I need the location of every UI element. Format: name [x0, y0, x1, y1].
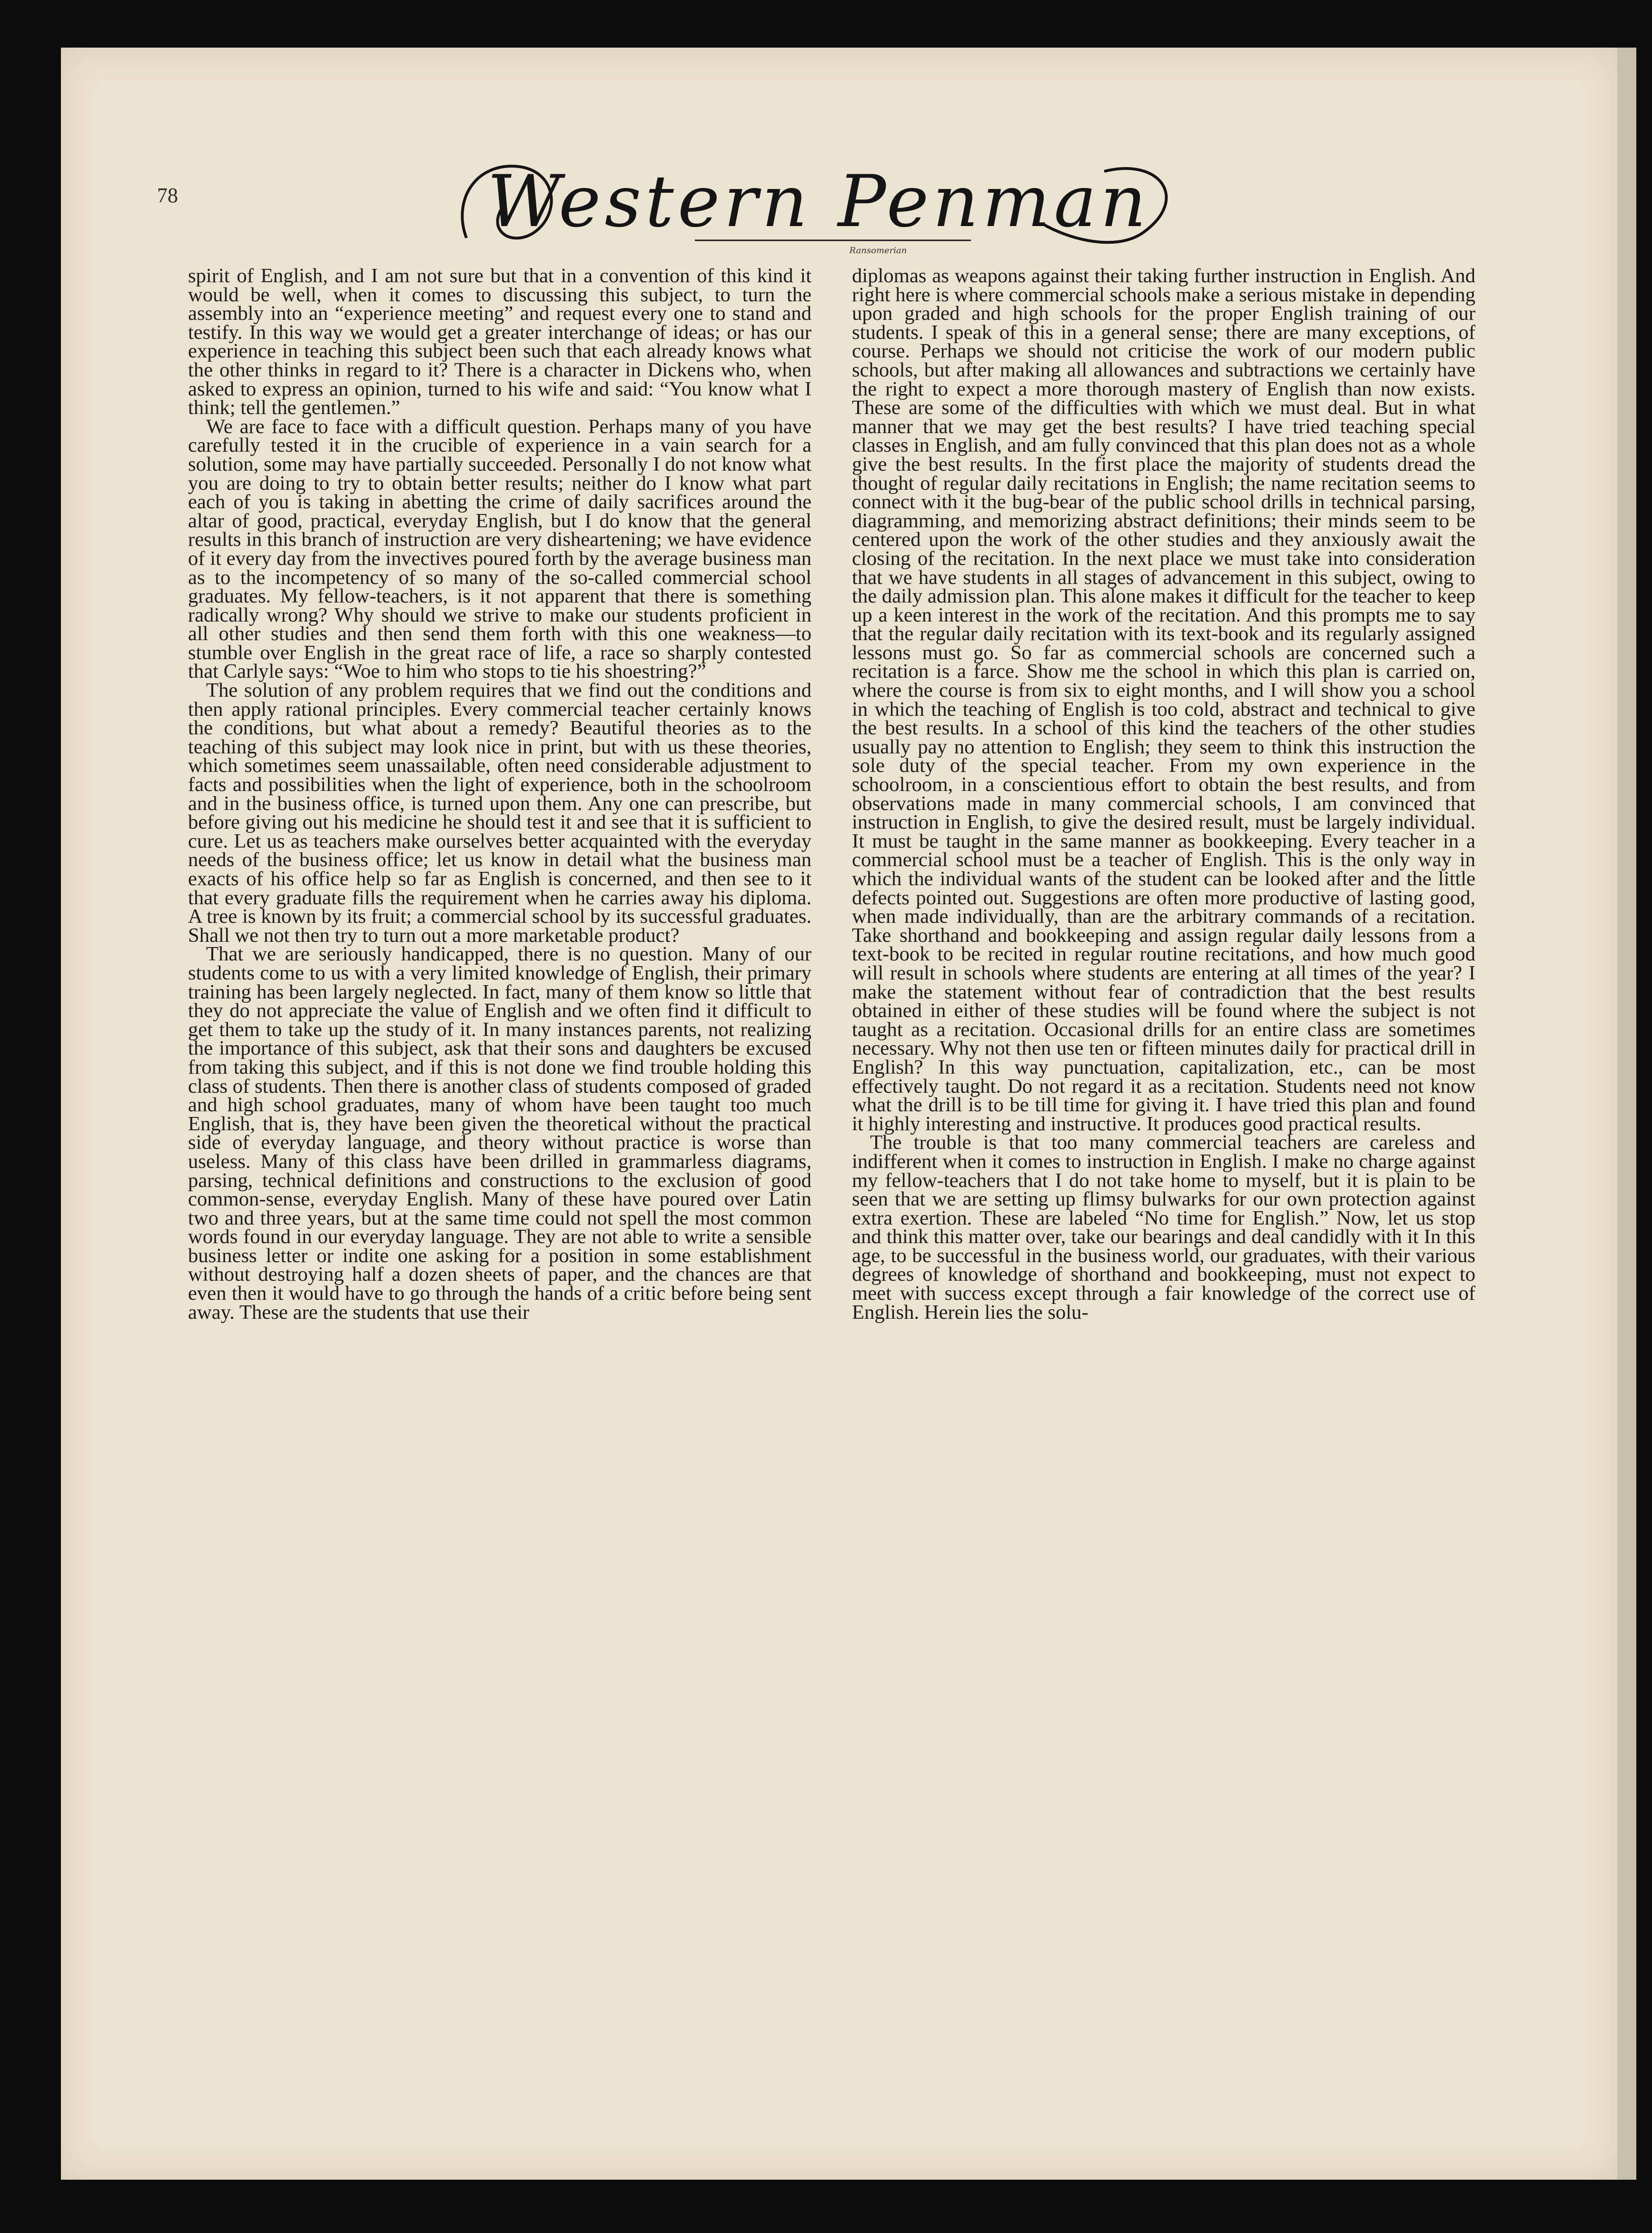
masthead-subscript: Ransomerian: [849, 246, 907, 256]
paragraph: That we are seriously handicapped, there is no question. Many of our students come to us with a very limited knowledge of English, their primary training has been largely neglected. In fact, many of them know so little that they do not appreciate the value of English and we often find it difficult to get them to take up the study of it. In many instances parents, not realizing the importance of this subject, ask that their sons and daughters be excused from taking this subject, and if this is not done we find trouble holding this class of students. Then there is another class of students composed of graded and high school graduates, many of whom have been taught too much English, that is, they have been given the theoretical without the practical side of everyday language, and theory without practice is worse than useless. Many of this class have been drilled in grammarless diagrams, parsing, technical definitions and constructions to the exclusion of good common-sense, everyday English. Many of these have poured over Latin two and three years, but at the same time could not spell the most common words found in our everyday language. They are not able to write a sensible business letter or indite one asking for a position in some establishment without destroying half a dozen sheets of paper, and the chances are that even then it would have to go through the hands of a critic before being sent away. These are the students that use their: [188, 943, 811, 1324]
masthead-logo: [447, 143, 1190, 262]
right-column: [852, 267, 1475, 2113]
paragraph: The solution of any problem requires that we find out the conditions and then apply rational principles. Every commercial teacher certainly knows the conditions, but what about a remedy? Beautiful theories as to the teaching of this subject may look nice in print, but with us these theories, which sometimes seem unassailable, often need considerable adjustment to facts and possibilities when the light of experience, both in the schoolroom and in the business office, is turned upon them. Any one can prescribe, but before giving out his medicine he should test it and see that it is sufficient to cure. Let us as teachers make ourselves better acquainted with the everyday needs of the business office; let us know in detail what the business man exacts of his office help so far as English is concerned, and then see to it that every graduate fills the requirement when he carries away his diploma. A tree is known by its fruit; a commercial school by its successful graduates. Shall we not then try to turn out a more marketable product?: [188, 679, 811, 947]
page-number: 78: [157, 184, 178, 207]
paragraph: The trouble is that too many commercial teachers are careless and indifferent when it comes to instruction in English. I make no charge against my fellow-teachers that I do not take home to myself, but it is plain to be seen that we are setting up flimsy bulwarks for our own protection against extra exertion. These are labeled “No time for English.” Now, let us stop and think this matter over, take our bearings and deal candidly with it In this age, to be successful in the business world, our graduates, with their various degrees of knowledge of shorthand and bookkeeping, must not expect to meet with success except through a fair knowledge of the correct use of English. Herein lies the solu-: [852, 1131, 1475, 1324]
paragraph: spirit of English, and I am not sure but that in a convention of this kind it would be well, when it comes to discussing this subject, to turn the assembly into an “experience meeting” and request every one to stand and testify. In this way we would get a greater interchange of ideas; or has our experience in teaching this subject been such that each already knows what the other thinks in regard to it? There is a character in Dickens who, when asked to express an opinion, turned to his wife and said: “You know what I think; tell the gentlemen.”: [188, 267, 811, 419]
masthead-title: Western Penman: [487, 160, 1150, 243]
left-column: [188, 267, 811, 2113]
masthead-logo-svg: [447, 143, 1190, 262]
facing-page-edge: [1617, 48, 1636, 2180]
paragraph: diplomas as weapons against their taking further instruction in English. And right here is where commercial schools make a serious mistake in depending upon graded and high schools for the proper English training of our students. I speak of this in a general sense; there are many exceptions, of course. Perhaps we should not criticise the work of our modern public schools, but after making all allowances and subtractions we certainly have the right to expect a more thorough mastery of English than now exists. These are some of the difficulties with which we must deal. But in what manner that we may get the best results? I have tried teaching special classes in English, and am fully convinced that this plan does not as a whole give the best results. In the first place the majority of students dread the thought of regular daily recitations in English; the name recitation seems to connect with it the bug-bear of the public school drills in technical parsing, diagramming, and memorizing abstract definitions; their minds seem to be centered upon the work of the other studies and they anxiously await the closing of the recitation. In the next place we must take into consideration that we have students in all stages of advancement in this subject, owing to the daily admission plan. This alone makes it difficult for the teacher to keep up a keen interest in the work of the recitation. And this prompts me to say that the regular daily recitation with its text-book and its regularly assigned lessons must go. So far as commercial schools are concerned such a recitation is a farce. Show me the school in which this plan is carried on, where the course is from six to eight months, and I will show you a school in which the teaching of English is too cold, abstract and technical to give the best results. In a school of this kind the teachers of the other studies usually pay no attention to English; they seem to think this instruction the sole duty of the special teacher. From my own experience in the schoolroom, in a conscientious effort to obtain the best results, and from observations made in many commercial schools, I am convinced that instruction in English, to give the desired result, must be largely individual. It must be taught in the same manner as bookkeeping. Every teacher in a commercial school must be a teacher of English. This is the only way in which the individual wants of the student can be looked after and the little defects pointed out. Suggestions are often more productive of lasting good, when made individually, than are the arbitrary commands of a recitation. Take shorthand and bookkeeping and assign regular daily lessons from a text-book to be recited in regular routine recitations, and how much good will result in schools where students are entering at all times of the year? I make the statement without fear of contradiction that the best results obtained in either of these studies will be found where the subject is not taught as a recitation. Occasional drills for an entire class are sometimes necessary. Why not then use ten or fifteen minutes daily for practical drill in English? In this way punctuation, capitalization, etc., can be most effectively taught. Do not regard it as a recitation. Students need not know what the drill is to be till time for giving it. I have tried this plan and found it highly interesting and instructive. It produces good practical results.: [852, 267, 1475, 1135]
paragraph: We are face to face with a difficult question. Perhaps many of you have carefully tested it in the crucible of experience in a vain search for a solution, some may have partially succeeded. Personally I do not know what you are doing to try to obtain better results; neither do I know what part each of you is taking in abetting the crime of daily sacrifices around the altar of good, practical, everyday English, but I do know that the general results in this branch of instruction are very disheartening; we have evidence of it every day from the invectives poured forth by the average business man as to the incompetency of so many of the so-called commercial school graduates. My fellow-teachers, is it not apparent that there is something radically wrong? Why should we strive to make our students proficient in all other studies and then send them forth with this one weakness—to stumble over English in the great race of life, a race so sharply contested that Carlyle says: “Woe to him who stops to tie his shoestring?”: [188, 415, 811, 683]
